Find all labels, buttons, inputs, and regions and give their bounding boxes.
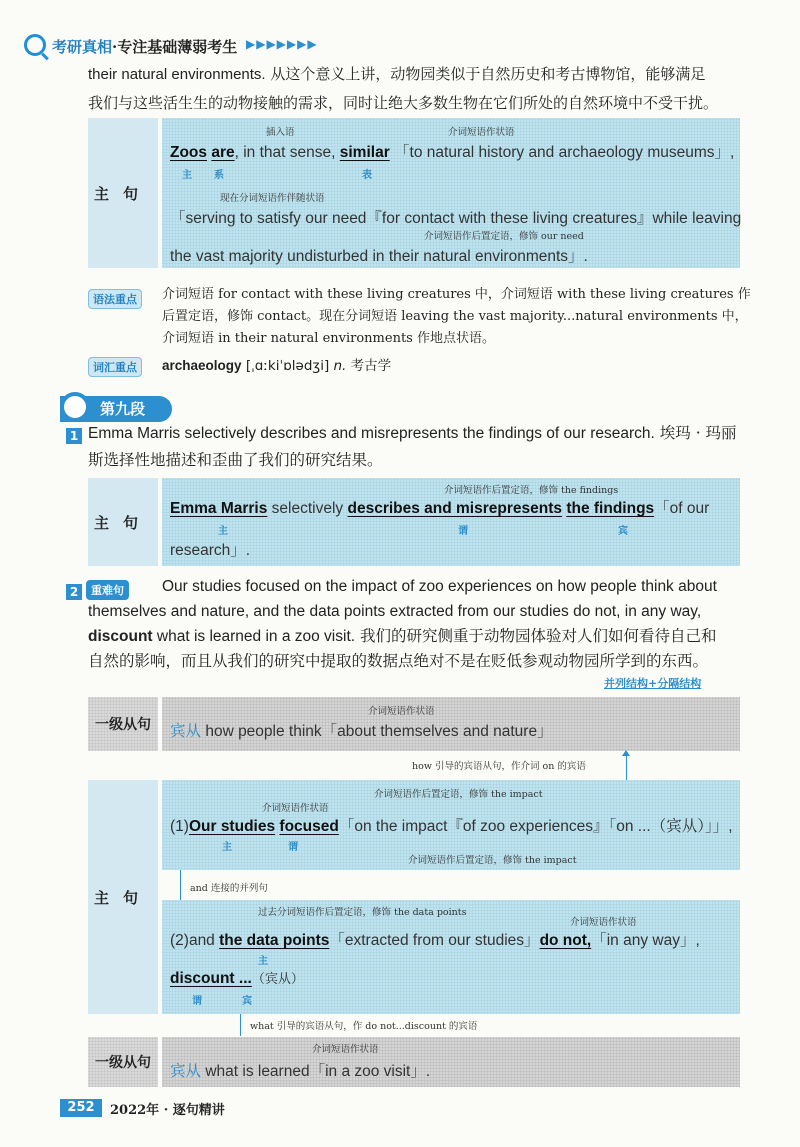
analysis-box-1: 插入语 介词短语作状语 Zoos are, in that sense, similar 「to natural history and archaeology museums」, 主 系 表 现在分词短语作伴随状语 「serving to satisfy our need『for contact with these living creatures』while leaving 介词短语作后置定语，修饰 our need the vast majority undisturbed in their natural environments」. [162, 118, 740, 268]
and-note: and 连接的并列句 [190, 883, 268, 894]
vocab-tag: 词汇重点 [88, 357, 142, 377]
level1-clause-box: 介词短语作状语 宾从 how people think「about themselves and nature」 [162, 697, 740, 751]
sentence-2: Our studies focused on the impact of zoo experiences on how people think about themselves and nature, and the data points extracted from our studies do not, in any way, discount what is learned in a zoo visit. 我们的研究侧重于动物园体验对人们如何看待自己和 自然的影响，而且从我们的研究中提取的数据点绝对不是在贬低参观动物园所学到的东西。 [88, 578, 717, 670]
structure-label: 并列结构+分隔结构 [604, 677, 702, 690]
how-clause-note: how 引导的宾语从句，作介词 on 的宾语 [412, 761, 586, 772]
sentence-1: Emma Marris selectively describes and misrepresents the findings of our research. 埃玛 · 玛丽 斯选择性地描述和歪曲了我们的研究结果。 [88, 424, 737, 469]
main-clause-label: 主句 [88, 118, 158, 268]
footer-title: 2022年 · 逐句精讲 [110, 1103, 225, 1118]
header-arrows: ▶▶▶▶▶▶▶ [246, 37, 318, 51]
header-title: 考研真相·专注基础薄弱考生 [52, 38, 238, 56]
grammar-text: 介词短语 for contact with these living creatures 中，介词短语 with these living creatures 作 后置定语，修饰 contact。现在分词短语 leaving the vast majority...natural environments 中， 介词短语 in their natural environments 作地点状语。 [162, 287, 751, 346]
sentence-line: Zoos are, in that sense, similar 「to natural history and archaeology museums」, [170, 144, 735, 161]
search-logo-icon [24, 34, 46, 56]
sentence-number-1: 1 [66, 428, 82, 444]
level1-clause-box-2: 介词短语作状语 宾从 what is learned「in a zoo visit」. [162, 1037, 740, 1087]
main-clause-label-2: 主句 [88, 478, 158, 566]
level1-clause-label: 一级从句 [88, 697, 158, 751]
section-title: 第九段 [60, 396, 172, 422]
page-number: 252 [60, 1099, 102, 1117]
main-clause-part2: 过去分词短语作后置定语，修饰 the data points 介词短语作状语 (2)and the data points「extracted from our studies」do not,「in any way」, 主 discount ...（宾从） 谓 宾 [162, 900, 740, 1014]
vocab-entry: archaeology [ˌɑːkiˈɒlədʒi] n. 考古学 [162, 358, 392, 374]
difficult-tag: 重难句 [86, 580, 129, 600]
main-clause-label-3: 主句 [88, 780, 158, 1014]
section-q-icon [60, 392, 90, 422]
main-clause-part1: 介词短语作后置定语，修饰 the impact 介词短语作状语 (1)Our studies focused「on the impact『of zoo experiences』「on ...（宾从）」」, 主 谓 介词短语作后置定语，修饰 the impact [162, 780, 740, 870]
level1-clause-label-2: 一级从句 [88, 1037, 158, 1087]
grammar-tag: 语法重点 [88, 289, 142, 309]
intro-paragraph: their natural environments. 从这个意义上讲，动物园类似于自然历史和考古博物馆，能够满足 我们与这些活生生的动物接触的需求，同时让绝大多数生物在它们所处的自然环境中不受干扰。 [88, 65, 719, 112]
what-connector [240, 1014, 241, 1036]
arrow-up-icon [622, 750, 630, 756]
what-clause-note: what 引导的宾语从句，作 do not...discount 的宾语 [250, 1021, 478, 1032]
and-connector [180, 870, 181, 900]
analysis-box-2: 介词短语作后置定语，修饰 the findings Emma Marris selectively describes and misrepresents the findings「of our 主 谓 宾 research」. [162, 478, 740, 566]
sentence-number-2: 2 [66, 584, 82, 600]
